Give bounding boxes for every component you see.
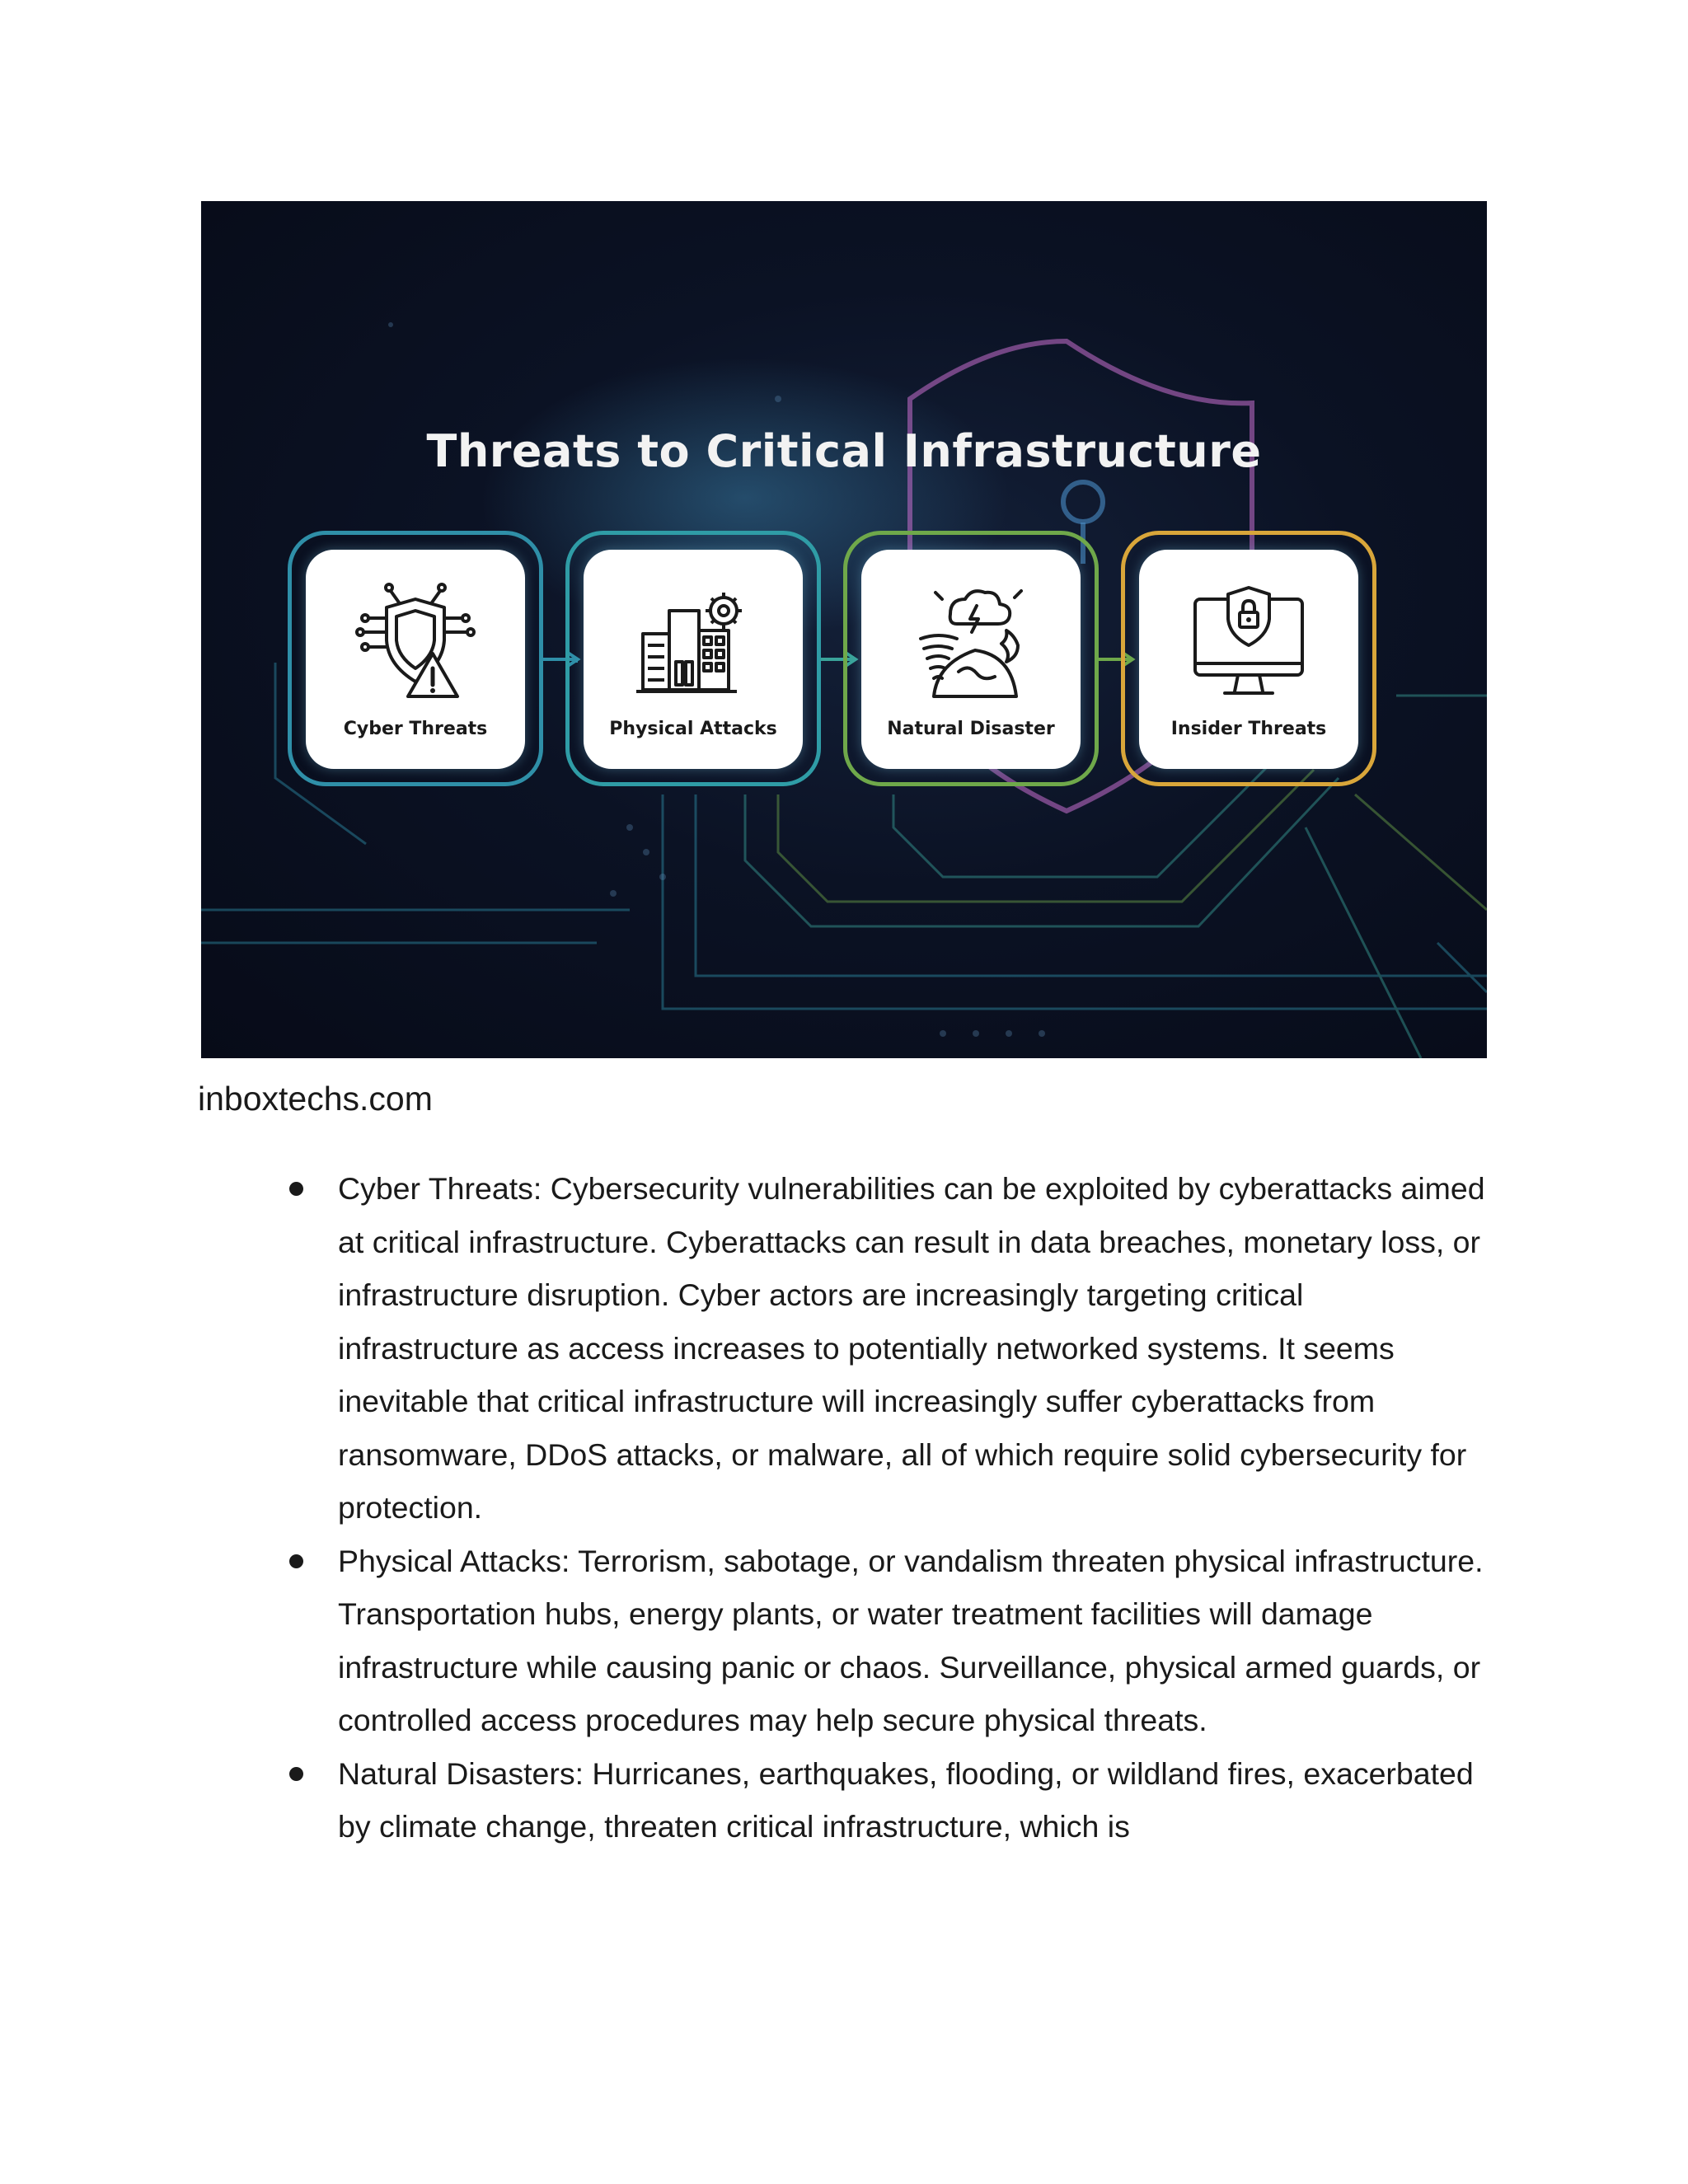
card-natural-disaster xyxy=(861,550,1081,769)
card-label: Insider Threats xyxy=(1170,719,1327,739)
card-label: Physical Attacks xyxy=(609,719,777,739)
building-gear-icon xyxy=(631,581,755,705)
list-item-text: Natural Disasters: Hurricanes, earthquakes, flooding, or wildland fires, exacerbated by climate change, threaten critical infrastructure, which is xyxy=(338,1755,1474,1844)
list-item xyxy=(280,1162,1492,1535)
card-label: Cyber Threats xyxy=(343,719,488,739)
banner-title: Threats to Critical Infrastructure xyxy=(426,425,1262,477)
card-cyber-threats xyxy=(306,550,525,769)
card-physical-attacks xyxy=(584,550,803,769)
card-label: Natural Disaster xyxy=(887,719,1055,739)
monitor-lock-icon xyxy=(1187,581,1311,705)
list-item xyxy=(280,1747,1492,1854)
image-caption: inboxtechs.com xyxy=(198,1080,433,1118)
bullet-dot-icon xyxy=(289,1767,303,1781)
list-item xyxy=(280,1535,1492,1747)
threats-banner-image xyxy=(201,201,1487,1058)
threats-bullet-list xyxy=(280,1162,1492,1854)
list-item-text: Physical Attacks: Terrorism, sabotage, or vandalism threaten physical infrastructure. Transportation hubs, energy plants, or water treatment facilities will damage infrastructure while causing panic or chaos. Surveillance, physical armed guards, or controlled access procedures may help secure physical threats. xyxy=(338,1543,1484,1737)
card-insider-threats xyxy=(1139,550,1358,769)
cyber-shield-warning-icon xyxy=(354,581,477,705)
storm-tornado-earth-icon xyxy=(909,581,1033,705)
list-item-text: Cyber Threats: Cybersecurity vulnerabilities can be exploited by cyberattacks aimed at critical infrastructure. Cyberattacks can result in data breaches, monetary loss, or infrastructure disruption. Cyber actors are increasingly targeting critical infrastructure as access increases to potentially networked systems. It seems inevitable that critical infrastructure will increasingly suffer cyberattacks from ransomware, DDoS attacks, or malware, all of which require solid cybersecurity for protection. xyxy=(338,1171,1485,1525)
bullet-dot-icon xyxy=(289,1554,303,1568)
bullet-dot-icon xyxy=(289,1182,303,1196)
